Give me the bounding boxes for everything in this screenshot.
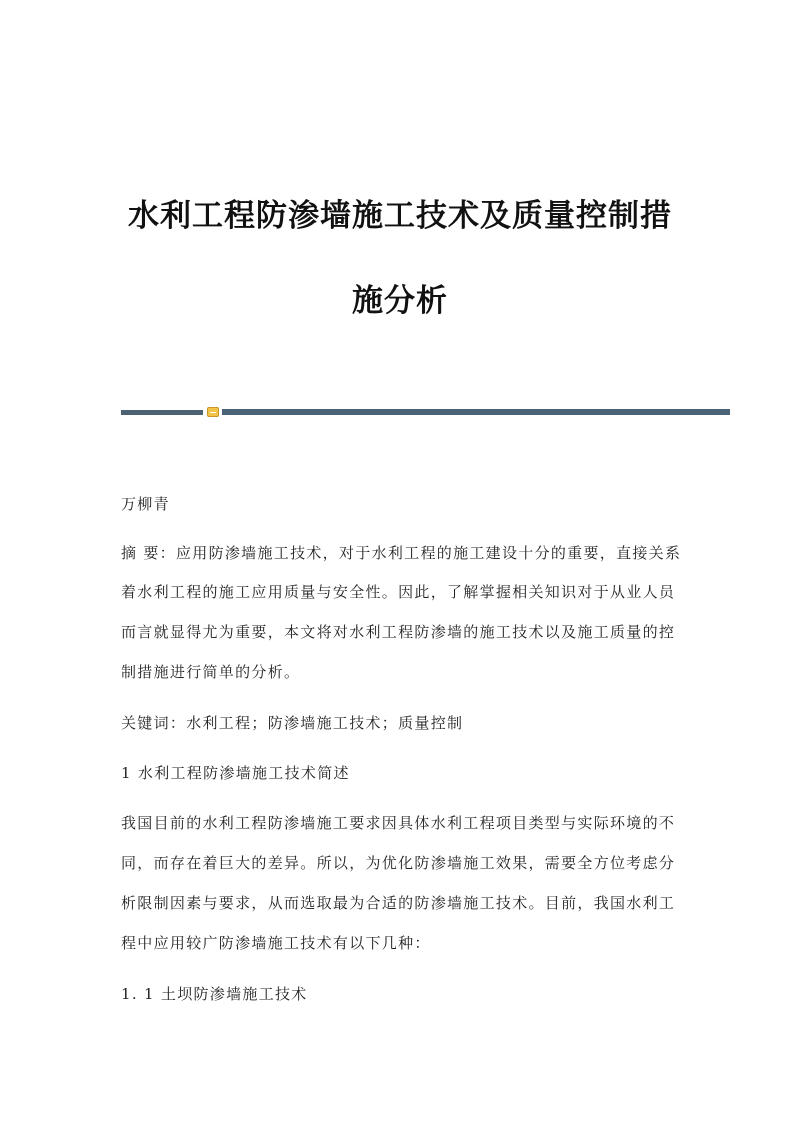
title-divider <box>121 407 730 417</box>
paper-title-line-2: 施分析 <box>352 283 448 319</box>
document-emblem-icon <box>207 407 219 417</box>
section-1-line-3: 析限制因素与要求，从而选取最为合适的防渗墙施工技术。目前，我国水利工 <box>121 894 676 912</box>
author-name: 万柳青 <box>121 495 170 513</box>
section-1-line-4: 程中应用较广防渗墙施工技术有以下几种： <box>121 934 431 952</box>
abstract-line-4: 制措施进行简单的分析。 <box>121 663 301 681</box>
section-1-line-2: 同，而存在着巨大的差异。所以，为优化防渗墙施工效果，需要全方位考虑分 <box>121 854 676 872</box>
section-1-1-heading: 1. 1 土坝防渗墙施工技术 <box>121 985 308 1003</box>
section-1-heading: 1 水利工程防渗墙施工技术简述 <box>121 764 350 782</box>
divider-bar-right <box>222 409 730 415</box>
keywords: 关键词：水利工程；防渗墙施工技术；质量控制 <box>121 714 464 732</box>
abstract-line-3: 而言就显得尤为重要，本文将对水利工程防渗墙的施工技术以及施工质量的控 <box>121 623 676 641</box>
abstract-line-1: 摘 要：应用防渗墙施工技术，对于水利工程的施工建设十分的重要，直接关系 <box>121 544 682 562</box>
abstract-line-2: 着水利工程的施工应用质量与安全性。因此，了解掌握相关知识对于从业人员 <box>121 583 676 601</box>
divider-bar-left <box>121 410 203 415</box>
section-1-line-1: 我国目前的水利工程防渗墙施工要求因具体水利工程项目类型与实际环境的不 <box>121 814 676 832</box>
paper-title-line-1: 水利工程防渗墙施工技术及质量控制措 <box>128 198 672 234</box>
